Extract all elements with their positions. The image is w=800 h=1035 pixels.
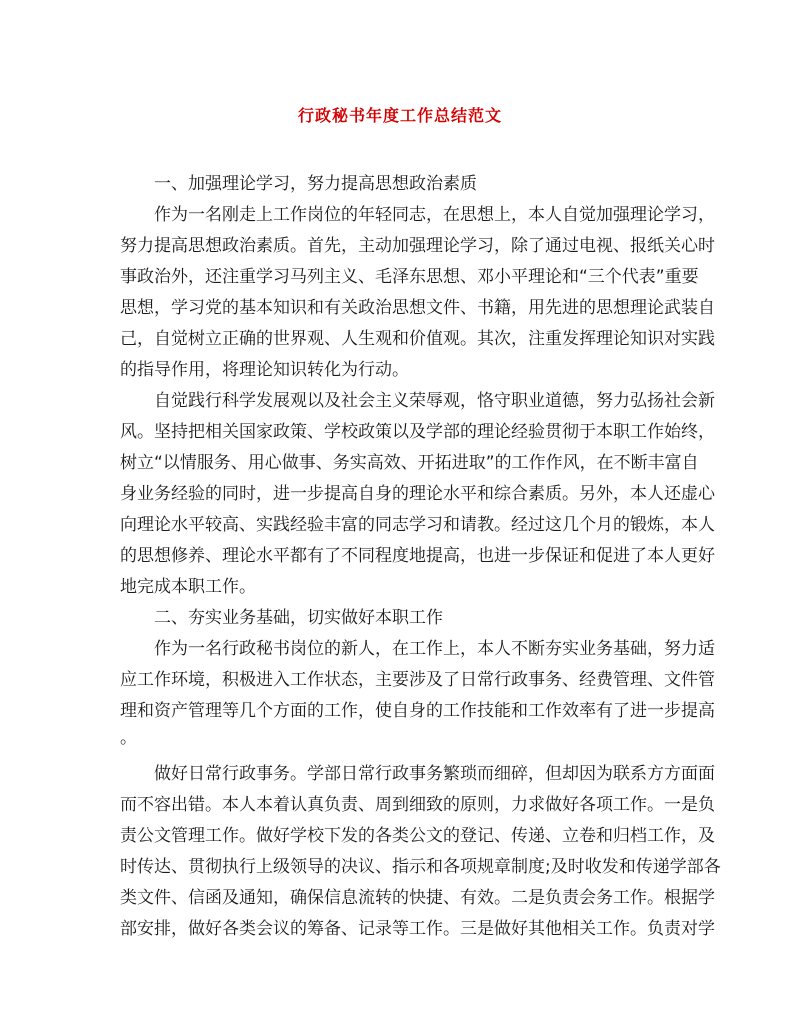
paragraph-line: 己，自觉树立正确的世界观、人生观和价值观。其次，注重发挥理论知识对实践 [120,329,715,349]
paragraph-line: 向理论水平较高、实践经验丰富的同志学习和请教。经过这几个月的锻炼，本人 [120,515,715,535]
paragraph-line: 。 [120,728,137,748]
paragraph-line: 树立“以情服务、用心做事、务实高效、开拓进取”的工作作风，在不断丰富自 [120,453,699,473]
paragraph-line: 做好日常行政事务。学部日常行政事务繁琐而细碎，但却因为联系方方面面 [154,764,715,784]
paragraph-line: 作为一名刚走上工作岗位的年轻同志，在思想上，本人自觉加强理论学习， [154,205,715,225]
paragraph-line: 地完成本职工作。 [120,577,256,597]
paragraph-line: 时传达、贯彻执行上级领导的决议、指示和各项规章制度;及时收发和传递学部各 [120,857,721,877]
paragraph-line: 风。坚持把相关国家政策、学校政策以及学部的理论经验贯彻于本职工作始终， [120,422,715,442]
paragraph-line: 的指导作用，将理论知识转化为行动。 [120,360,409,380]
paragraph-line: 部安排，做好各类会议的筹备、记录等工作。三是做好其他相关工作。负责对学 [120,919,715,939]
section-heading-2: 二、夯实业务基础，切实做好本职工作 [154,608,443,628]
section-heading-1: 一、加强理论学习，努力提高思想政治素质 [154,174,477,194]
paragraph-line: 类文件、信函及通知，确保信息流转的快捷、有效。二是负责会务工作。根据学 [120,888,715,908]
paragraph-line: 思想，学习党的基本知识和有关政治思想文件、书籍，用先进的思想理论武装自 [120,298,715,318]
paragraph-line: 的思想修养、理论水平都有了不同程度地提高，也进一步保证和促进了本人更好 [120,546,715,566]
paragraph-line: 自觉践行科学发展观以及社会主义荣辱观，恪守职业道德，努力弘扬社会新 [154,391,715,411]
paragraph-line: 作为一名行政秘书岗位的新人，在工作上，本人不断夯实业务基础，努力适 [154,639,715,659]
paragraph-line: 而不容出错。本人本着认真负责、周到细致的原则，力求做好各项工作。一是负 [120,795,715,815]
paragraph-line: 责公文管理工作。做好学校下发的各类公文的登记、传递、立卷和归档工作，及 [120,826,715,846]
document-title: 行政秘书年度工作总结范文 [297,106,502,125]
paragraph-line: 理和资产管理等几个方面的工作，使自身的工作技能和工作效率有了进一步提高 [120,701,715,721]
paragraph-line: 事政治外，还注重学习马列主义、毛泽东思想、邓小平理论和“三个代表”重要 [120,267,699,287]
paragraph-line: 努力提高思想政治素质。首先，主动加强理论学习，除了通过电视、报纸关心时 [120,236,715,256]
paragraph-line: 应工作环境，积极进入工作状态，主要涉及了日常行政事务、经费管理、文件管 [120,670,715,690]
paragraph-line: 身业务经验的同时，进一步提高自身的理论水平和综合素质。另外，本人还虚心 [120,484,715,504]
